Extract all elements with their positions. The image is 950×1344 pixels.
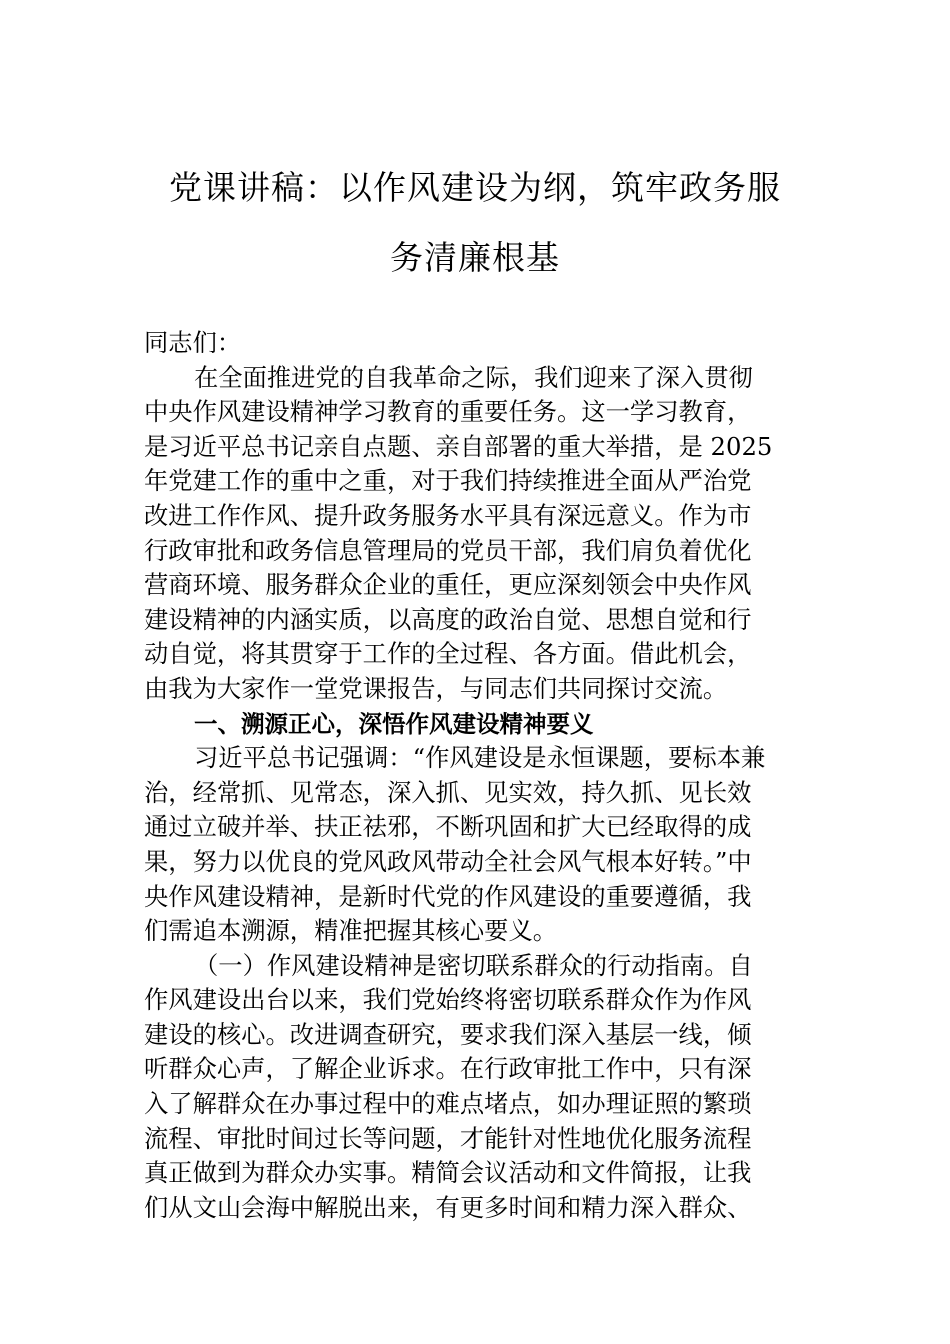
body-line: 改进工作作风、提升政务服务水平具有深远意义。作为市 [144,500,752,530]
document-body [144,326,808,1225]
document-title-line-1: 党课讲稿：以作风建设为纲，筑牢政务服 [169,168,781,207]
body-line: 央作风建设精神，是新时代党的作风建设的重要遵循，我 [144,881,752,911]
body-line: 入了解群众在办事过程中的难点堵点，如办理证照的繁琐 [144,1089,752,1119]
body-line: 建设的核心。改进调查研究，要求我们深入基层一线，倾 [144,1019,752,1049]
body-line: 在全面推进党的自我革命之际，我们迎来了深入贯彻 [194,362,753,392]
body-line: 真正做到为群众办实事。精简会议活动和文件简报，让我 [144,1158,752,1188]
body-line: 作风建设出台以来，我们党始终将密切联系群众作为作风 [144,985,752,1015]
body-line: 行政审批和政务信息管理局的党员干部，我们肩负着优化 [144,535,752,565]
body-line: 由我为大家作一堂党课报告，与同志们共同探讨交流。 [144,673,728,703]
section-heading: 一、溯源正心，深悟作风建设精神要义 [194,709,594,738]
body-line: 习近平总书记强调：“作风建设是永恒课题，要标本兼 [194,743,766,773]
body-line: （一）作风建设精神是密切联系群众的行动指南。自 [194,950,753,980]
body-line: 是习近平总书记亲自点题、亲自部署的重大举措，是 2025 [144,431,773,461]
body-line: 建设精神的内涵实质，以高度的政治自觉、思想自觉和行 [144,604,752,634]
body-line: 年党建工作的重中之重，对于我们持续推进全面从严治党 [144,466,752,496]
document-title-line-2: 务清廉根基 [390,238,560,277]
body-line: 中央作风建设精神学习教育的重要任务。这一学习教育， [144,397,752,427]
body-line: 果，努力以优良的党风政风带动全社会风气根本好转。”中 [144,846,752,876]
body-line: 们需追本溯源，精准把握其核心要义。 [144,916,558,946]
body-line: 流程、审批时间过长等问题，才能针对性地优化服务流程 [144,1123,752,1153]
body-line: 营商环境、服务群众企业的重任，更应深刻领会中央作风 [144,570,752,600]
body-line: 同志们： [144,328,242,357]
body-line: 听群众心声，了解企业诉求。在行政审批工作中，只有深 [144,1054,752,1084]
body-line: 通过立破并举、扶正祛邪，不断巩固和扩大已经取得的成 [144,812,752,842]
body-line: 动自觉，将其贯穿于工作的全过程、各方面。借此机会， [144,639,752,669]
body-line: 们从文山会海中解脱出来，有更多时间和精力深入群众、 [144,1192,752,1222]
body-line: 治，经常抓、见常态，深入抓、见实效，持久抓、见长效 [144,777,752,807]
